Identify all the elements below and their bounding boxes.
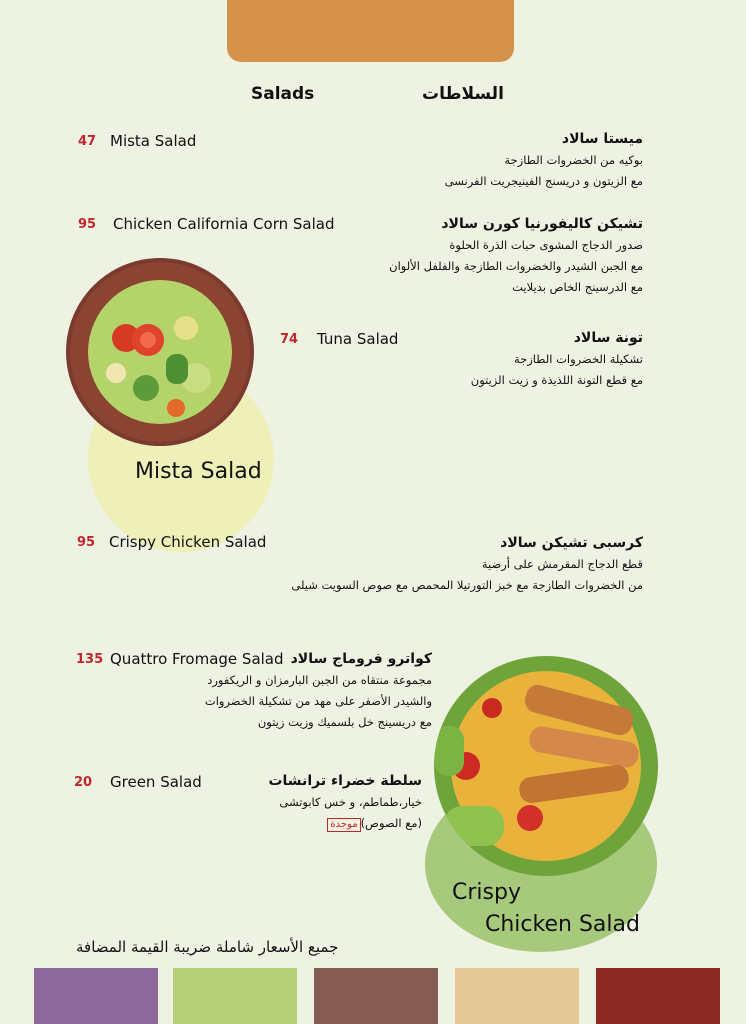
item-name-en: Tuna Salad	[317, 330, 399, 348]
crispy-chicken-salad-photo	[434, 656, 658, 876]
header-bar	[227, 0, 514, 62]
item-name-ar: كرسبى تشيكن سالاد	[500, 535, 643, 551]
item-ar-block	[205, 648, 432, 733]
item-desc: قطع الدجاج المقرمش على أرضية	[481, 557, 643, 571]
item-ar-block	[268, 770, 422, 834]
item-desc	[268, 813, 422, 834]
item-price: 95	[77, 535, 96, 550]
vat-note: جميع الأسعار شاملة ضريبة القيمة المضافة	[76, 938, 339, 956]
color-swatch	[596, 968, 720, 1024]
color-swatch	[173, 968, 297, 1024]
item-ar-block	[445, 128, 643, 192]
item-name-en: Green Salad	[110, 773, 202, 791]
item-ar-block	[291, 532, 643, 596]
item-desc: مع الجبن الشيدر والخضروات الطازجة والفلفل الألوان	[389, 259, 643, 273]
item-desc: مع دريسينج خل بلسميك وزيت زيتون	[257, 715, 432, 729]
item-desc: خيار،طماطم، و خس كابوتشى	[279, 795, 422, 809]
item-name-ar: كواترو فروماج سالاد	[290, 651, 432, 667]
available-tag: موجدة	[327, 818, 360, 832]
item-name-en: Mista Salad	[110, 132, 197, 150]
item-desc: صدور الدجاج المشوى حبات الذرة الحلوة	[449, 238, 643, 252]
item-desc: مع قطع التونة اللذيذة و زيت الزيتون	[470, 373, 643, 387]
item-name-en: Crispy Chicken Salad	[109, 533, 267, 551]
color-swatch	[314, 968, 438, 1024]
item-price: 74	[280, 332, 299, 347]
item-ar-block	[389, 213, 643, 298]
item-price: 20	[74, 775, 93, 790]
item-desc-text: (مع الصوص)	[360, 816, 422, 830]
mista-salad-caption: Mista Salad	[135, 459, 262, 484]
color-swatch	[34, 968, 158, 1024]
item-name-ar: تشيكن كاليفورنيا كورن سالاد	[441, 216, 643, 232]
item-price: 47	[78, 134, 97, 149]
mista-salad-photo	[66, 258, 254, 446]
color-swatch	[455, 968, 579, 1024]
crispy-chicken-caption-line2: Chicken Salad	[485, 912, 640, 937]
item-desc: تشكيلة الخضروات الطازجة	[513, 352, 643, 366]
crispy-chicken-caption-line1: Crispy	[452, 880, 521, 905]
item-name-ar: تونة سالاد	[573, 330, 643, 346]
item-desc: بوكيه من الخضروات الطازجة	[504, 153, 643, 167]
section-title-en: Salads	[251, 84, 315, 104]
item-ar-block	[471, 327, 643, 391]
item-name-en: Chicken California Corn Salad	[113, 215, 335, 233]
item-desc: مجموعة منتقاه من الجبن البارمزان و الريكفورد	[207, 673, 432, 687]
item-price: 135	[76, 652, 104, 667]
item-name-ar: ميستا سالاد	[561, 131, 643, 147]
item-desc: والشيدر الأصفر على مهد من تشكيلة الخضروات	[204, 694, 432, 708]
item-desc: مع الزيتون و دريسنج الفينيجريت الفرنسى	[444, 174, 643, 188]
item-name-ar: سلطة خضراء ترانشات	[268, 773, 422, 789]
item-desc: من الخضروات الطازجة مع خبز التورتيلا المحمص مع صوص السويت شيلى	[291, 578, 643, 592]
item-price: 95	[78, 217, 97, 232]
item-name-en: Quattro Fromage Salad	[110, 650, 284, 668]
item-desc: مع الدرسينج الخاص بديلايت	[512, 280, 643, 294]
section-title-ar: السلاطات	[422, 84, 504, 104]
